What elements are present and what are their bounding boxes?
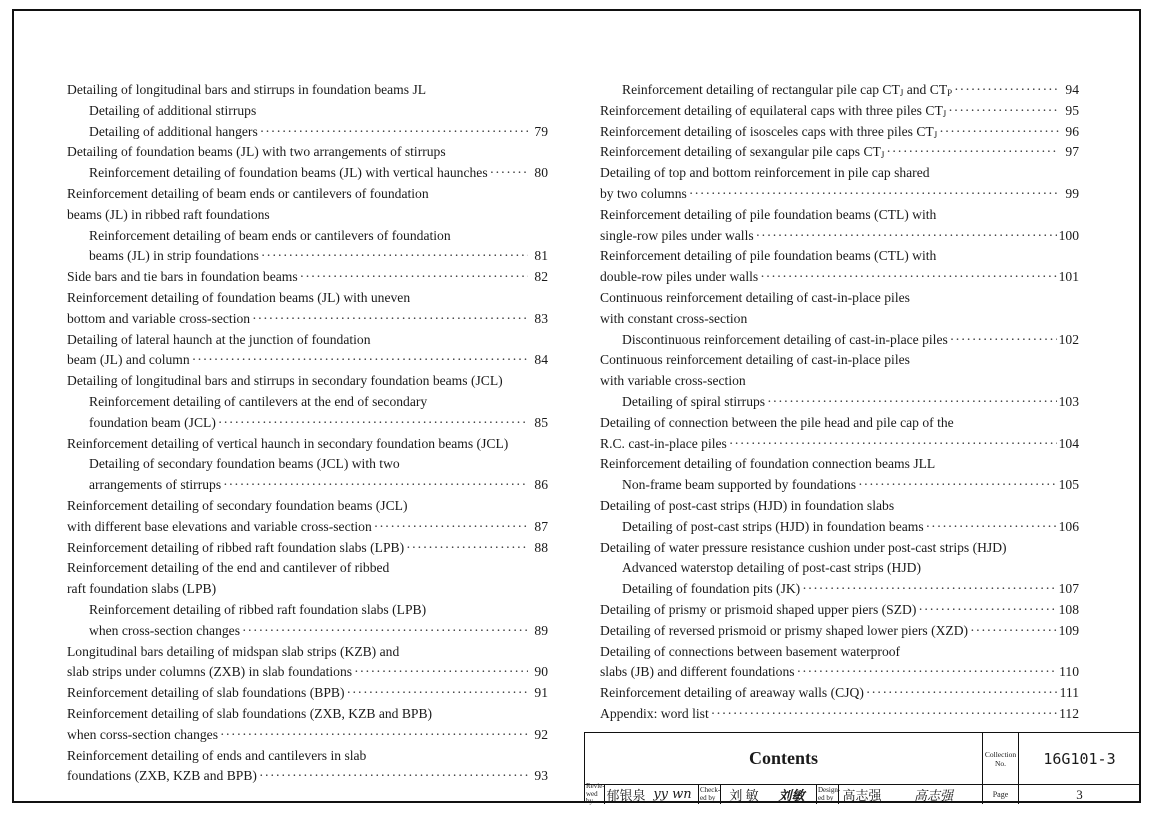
toc-entry	[67, 226, 548, 247]
toc-entry	[600, 371, 1079, 392]
toc-page-number: 85	[534, 414, 548, 430]
leader-dots	[760, 267, 1056, 288]
toc-entry-title: Longitudinal bars detailing of midspan slab strips (KZB) and	[67, 643, 400, 659]
toc-entry	[67, 413, 548, 434]
toc-page-number: 90	[534, 664, 548, 680]
toc-entry	[67, 704, 548, 725]
toc-entry-title: Reinforcement detailing of beam ends or cantilevers of foundation	[89, 227, 451, 243]
toc-page-number: 82	[534, 269, 548, 285]
leader-dots	[406, 538, 528, 559]
toc-entry-title: beam (JL) and column	[67, 352, 190, 368]
leader-dots	[948, 101, 1059, 122]
toc-page-number: 80	[534, 165, 548, 181]
toc-entry	[600, 142, 1079, 163]
designed-label: Design-ed by	[817, 785, 839, 804]
leader-dots	[926, 517, 1057, 538]
toc-entry	[67, 184, 548, 205]
title-block	[584, 732, 1141, 806]
leader-dots	[767, 392, 1057, 413]
toc-entry	[600, 288, 1079, 309]
toc-entry	[67, 122, 548, 143]
leader-dots	[950, 330, 1057, 351]
toc-entry	[67, 205, 548, 226]
toc-entry	[600, 330, 1079, 351]
leader-dots	[490, 163, 528, 184]
toc-entry	[600, 246, 1079, 267]
toc-entry-title: Reinforcement detailing of beam ends or cantilevers of foundation	[67, 185, 429, 201]
toc-entry	[67, 267, 548, 288]
toc-entry	[67, 246, 548, 267]
toc-page-number: 108	[1058, 601, 1079, 617]
toc-page-number: 92	[534, 726, 548, 742]
leader-dots	[374, 517, 528, 538]
toc-page-number: 89	[534, 622, 548, 638]
toc-entry-title: by two columns	[600, 185, 687, 201]
toc-entry	[600, 101, 1079, 122]
leader-dots	[300, 267, 528, 288]
collection-number: 16G101-3	[1019, 733, 1140, 785]
toc-entry-title: with variable cross-section	[600, 373, 746, 389]
toc-page-number: 86	[534, 477, 548, 493]
leader-dots	[711, 704, 1057, 725]
toc-entry	[600, 392, 1079, 413]
toc-entry-title: Reinforcement detailing of the end and cantilever of ribbed	[67, 560, 390, 576]
toc-entry	[600, 662, 1079, 683]
toc-entry	[67, 330, 548, 351]
toc-entry-title: Reinforcement detailing of secondary foundation beams (JCL)	[67, 497, 408, 513]
leader-dots	[242, 621, 528, 642]
leader-dots	[954, 80, 1059, 101]
toc-entry	[600, 683, 1079, 704]
toc-entry-title: beams (JL) in strip foundations	[89, 248, 259, 264]
toc-entry	[67, 475, 548, 496]
toc-entry-title: when corss-section changes	[67, 726, 218, 742]
toc-entry	[600, 226, 1079, 247]
toc-entry-title: Detailing of spiral stirrups	[622, 393, 766, 409]
leader-dots	[346, 683, 528, 704]
toc-page-number: 96	[1065, 123, 1079, 139]
toc-page-number: 87	[534, 518, 548, 534]
toc-entry-title: Detailing of prismy or prismoid shaped upper piers (SZD)	[600, 601, 917, 617]
toc-entry-title: when cross-section changes	[89, 622, 240, 638]
toc-entry-title: Detailing of secondary foundation beams (JCL) with two	[89, 456, 400, 472]
toc-entry-title: Discontinuous reinforcement detailing of cast-in-place piles	[622, 331, 948, 347]
toc-entry-title: Side bars and tie bars in foundation beams	[67, 269, 298, 285]
toc-entry	[600, 413, 1079, 434]
toc-entry-title: Detailing of post-cast strips (HJD) in foundation slabs	[600, 497, 895, 513]
toc-entry-title: Detailing of water pressure resistance cushion under post-cast strips (HJD)	[600, 539, 1007, 555]
toc-entry	[600, 475, 1079, 496]
leader-dots	[797, 662, 1058, 683]
toc-entry-title: Reinforcement detailing of sexangular pile caps $CT_J$	[600, 144, 885, 161]
toc-entry-title: Detailing of longitudinal bars and stirrups in secondary foundation beams (JCL)	[67, 373, 503, 389]
toc-entry	[67, 642, 548, 663]
toc-entry-title: R.C. cast-in-place piles	[600, 435, 727, 451]
toc-page-number: 79	[534, 123, 548, 139]
toc-entry	[67, 288, 548, 309]
toc-entry	[600, 267, 1079, 288]
toc-entry	[600, 621, 1079, 642]
toc-entry-title: Reinforcement detailing of foundation beams (JL) with vertical haunches	[89, 165, 488, 181]
toc-entry	[67, 309, 548, 330]
leader-dots	[858, 475, 1057, 496]
page-number: 3	[1076, 786, 1083, 802]
toc-entry-title: Reinforcement detailing of pile foundation beams (CTL) with	[600, 206, 937, 222]
toc-page-number: 101	[1058, 269, 1079, 285]
toc-entry	[600, 642, 1079, 663]
toc-entry-title: Detailing of additional stirrups	[89, 102, 257, 118]
toc-entry	[600, 579, 1079, 600]
toc-entry-title: foundations (ZXB, KZB and BPB)	[67, 768, 257, 784]
toc-entry-title: with different base elevations and variable cross-section	[67, 518, 372, 534]
toc-entry-title: Reinforcement detailing of ribbed raft foundation slabs (LPB)	[67, 539, 405, 555]
toc-entry-title: Detailing of connections between basement waterproof	[600, 643, 901, 659]
toc-entry-title: Reinforcement detailing of ribbed raft foundation slabs (LPB)	[89, 601, 427, 617]
toc-page-number: 88	[534, 539, 548, 555]
toc-entry-title: with constant cross-section	[600, 310, 748, 326]
toc-entry	[600, 350, 1079, 371]
toc-entry	[67, 683, 548, 704]
toc-entry	[600, 600, 1079, 621]
toc-entry-title: Reinforcement detailing of equilateral caps with three piles $CT_J$	[600, 102, 947, 119]
leader-dots	[218, 413, 528, 434]
toc-page-number: 112	[1059, 705, 1079, 721]
toc-page-number: 91	[534, 685, 548, 701]
toc-entry-title: Appendix: word list	[600, 705, 709, 721]
toc-entry-title: Detailing of connection between the pile head and pile cap of the	[600, 414, 954, 430]
leader-dots	[223, 475, 528, 496]
toc-page-number: 100	[1058, 227, 1079, 243]
toc-entry-title: Detailing of lateral haunch at the junction of foundation	[67, 331, 371, 347]
leader-dots	[918, 600, 1056, 621]
toc-entry-title: Detailing of foundation pits (JK)	[622, 581, 801, 597]
toc-entry-title: Reinforcement detailing of foundation beams (JL) with uneven	[67, 289, 411, 305]
toc-entry	[600, 496, 1079, 517]
toc-entry	[67, 579, 548, 600]
toc-page-number: 97	[1065, 144, 1079, 160]
toc-entry	[67, 371, 548, 392]
toc-entry	[67, 558, 548, 579]
toc-entry	[600, 122, 1079, 143]
toc-entry	[600, 704, 1079, 725]
toc-entry-title: slabs (JB) and different foundations	[600, 664, 795, 680]
leader-dots	[970, 621, 1057, 642]
toc-entry-title: raft foundation slabs (LPB)	[67, 581, 217, 597]
toc-entry-title: Reinforcement detailing of cantilevers at the end of secondary	[89, 393, 428, 409]
toc-entry-title: Detailing of post-cast strips (HJD) in foundation beams	[622, 518, 924, 534]
toc-entry-title: double-row piles under walls	[600, 269, 759, 285]
checker-signature: 刘敏	[767, 785, 817, 804]
leader-dots	[259, 766, 528, 787]
toc-entry	[67, 163, 548, 184]
toc-entry-title: Reinforcement detailing of slab foundations (ZXB, KZB and BPB)	[67, 705, 433, 721]
toc-entry-title: Reinforcement detailing of isosceles caps with three piles $CT_J$	[600, 123, 938, 140]
toc-entry-title: Detailing of top and bottom reinforcement in pile cap shared	[600, 165, 930, 181]
toc-entry	[67, 538, 548, 559]
collection-label: Collection No.	[983, 733, 1019, 785]
toc-page-number: 111	[1059, 685, 1079, 701]
leader-dots	[729, 434, 1057, 455]
reviewer-name: 郁银泉	[606, 788, 646, 803]
toc-page-number: 94	[1065, 82, 1079, 97]
toc-entry-title: Detailing of longitudinal bars and stirrups in foundation beams JL	[67, 82, 427, 97]
leader-dots	[802, 579, 1056, 600]
toc-page-number: 81	[534, 248, 548, 264]
toc-entry	[600, 163, 1079, 184]
signature-row	[585, 782, 1140, 806]
toc-page-number: 105	[1058, 477, 1079, 493]
toc-entry	[600, 558, 1079, 579]
toc-entry	[600, 309, 1079, 330]
toc-entry	[67, 80, 548, 101]
leader-dots	[260, 122, 528, 143]
toc-entry	[67, 746, 548, 767]
toc-page-number: 83	[534, 310, 548, 326]
toc-page-number: 93	[534, 768, 548, 784]
toc-entry-title: Reinforcement detailing of pile foundation beams (CTL) with	[600, 248, 937, 264]
leader-dots	[192, 350, 528, 371]
toc-page-number: 106	[1058, 518, 1079, 534]
toc-entry	[67, 392, 548, 413]
toc-entry	[67, 517, 548, 538]
leader-dots	[220, 725, 528, 746]
toc-entry	[67, 142, 548, 163]
reviewed-label: Revie-wed by	[586, 782, 605, 806]
toc-entry-title: foundation beam (JCL)	[89, 414, 216, 430]
toc-entry	[67, 101, 548, 122]
leader-dots	[252, 309, 528, 330]
toc-left-column	[67, 80, 548, 787]
toc-page-number: 103	[1058, 393, 1079, 409]
toc-entry-title: Reinforcement detailing of ends and cantilevers in slab	[67, 747, 367, 763]
toc-entry	[600, 80, 1079, 101]
toc-page-number: 109	[1058, 622, 1079, 638]
toc-entry	[67, 496, 548, 517]
leader-dots	[866, 683, 1058, 704]
toc-page-number: 104	[1058, 435, 1079, 451]
toc-entry-title: Reinforcement detailing of areaway walls (CJQ)	[600, 685, 864, 701]
checked-label: Check-ed by	[699, 785, 721, 804]
toc-entry	[67, 454, 548, 475]
toc-entry	[600, 184, 1079, 205]
leader-dots	[939, 122, 1059, 143]
toc-entry	[600, 454, 1079, 475]
toc-entry	[67, 662, 548, 683]
toc-entry-title: single-row piles under walls	[600, 227, 754, 243]
toc-entry	[67, 725, 548, 746]
leader-dots	[261, 246, 528, 267]
toc-page-number: 95	[1065, 102, 1079, 118]
toc-entry-title: Detailing of reversed prismoid or prismy shaped lower piers (XZD)	[600, 622, 969, 638]
toc-page-number: 110	[1059, 664, 1079, 680]
checker-name: 刘 敏	[729, 788, 759, 803]
toc-entry-title: beams (JL) in ribbed raft foundations	[67, 206, 270, 222]
toc-entry-title: Advanced waterstop detailing of post-cast strips (HJD)	[622, 560, 921, 576]
toc-entry-title: Detailing of additional hangers	[89, 123, 258, 139]
toc-entry	[67, 766, 548, 787]
leader-dots	[756, 226, 1057, 247]
toc-page-number: 84	[534, 352, 548, 368]
toc-entry	[67, 621, 548, 642]
toc-entry	[67, 350, 548, 371]
toc-entry-title: slab strips under columns (ZXB) in slab foundations	[67, 664, 353, 680]
toc-page-number: 99	[1065, 185, 1079, 201]
toc-entry	[600, 205, 1079, 226]
toc-entry	[67, 600, 548, 621]
toc-entry-title: Continuous reinforcement detailing of cast-in-place piles	[600, 352, 910, 368]
toc-entry	[600, 538, 1079, 559]
leader-dots	[354, 662, 528, 683]
toc-entry-title: Detailing of foundation beams (JL) with two arrangements of stirrups	[67, 144, 446, 160]
toc-entry	[67, 434, 548, 455]
toc-entry-title: Reinforcement detailing of foundation connection beams JLL	[600, 456, 936, 472]
toc-right-column	[600, 80, 1079, 725]
toc-entry-title: bottom and variable cross-section	[67, 310, 251, 326]
toc-entry-title: Reinforcement detailing of rectangular pile cap $CT_J$ and $CT_P$	[622, 82, 953, 98]
toc-entry-title: Continuous reinforcement detailing of cast-in-place piles	[600, 289, 910, 305]
toc-entry	[600, 434, 1079, 455]
toc-page-number: 102	[1058, 331, 1079, 347]
document-title: Contents	[585, 733, 983, 785]
designer-name: 高志强	[842, 788, 882, 803]
toc-page-number: 107	[1058, 581, 1079, 597]
toc-entry-title: Reinforcement detailing of slab foundations (BPB)	[67, 685, 345, 701]
designer-signature: 高志强	[885, 785, 983, 804]
toc-entry-title: arrangements of stirrups	[89, 477, 222, 493]
toc-entry-title: Non-frame beam supported by foundations	[622, 477, 857, 493]
toc-entry	[600, 517, 1079, 538]
page-label: Page	[983, 785, 1019, 804]
leader-dots	[886, 142, 1059, 163]
toc-entry-title: Reinforcement detailing of vertical haunch in secondary foundation beams (JCL)	[67, 435, 509, 451]
reviewer-signature: yy wn	[647, 785, 699, 804]
leader-dots	[689, 184, 1059, 205]
